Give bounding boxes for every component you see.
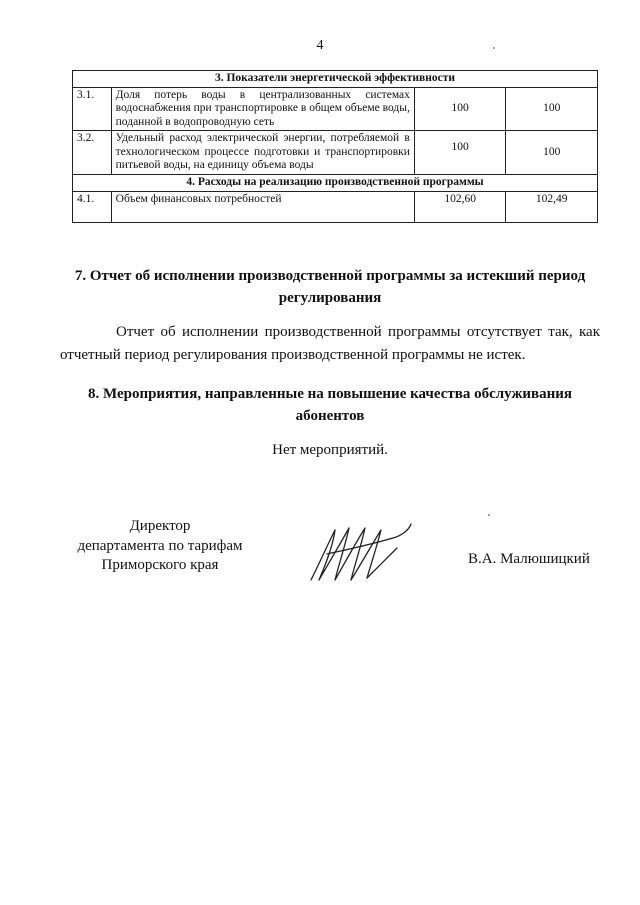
row-number: 3.1. <box>73 87 112 131</box>
position-line: Приморского края <box>101 557 219 573</box>
row-number: 4.1. <box>73 191 112 222</box>
row-description: Доля потерь воды в централизованных системах водоснабжения при транспортировке в общем объеме воды, поданной в водопроводную сеть <box>111 87 414 131</box>
section-7-text: Отчет об исполнении производственной программы отсутствует так, как отчетный период регулирования производственной программы не истек. <box>60 324 600 363</box>
section-7-heading: 7. Отчет об исполнении производственной программы за истекший период регулирования <box>74 268 586 306</box>
scan-speck <box>488 514 490 516</box>
table-row <box>73 191 598 222</box>
row-value-1: 100 <box>414 131 506 175</box>
signatory-name: В.А. Малюшицкий <box>468 551 590 567</box>
table-section-row <box>73 174 598 191</box>
section-8-text: Нет мероприятий. <box>272 442 388 458</box>
row-value-2: 102,49 <box>506 191 598 222</box>
handwritten-signature <box>305 520 415 588</box>
signatory-position <box>60 517 260 576</box>
table-row <box>73 131 598 175</box>
section-3-title: 3. Показатели энергетической эффективности <box>73 71 598 88</box>
row-value-1: 102,60 <box>414 191 506 222</box>
row-value-1: 100 <box>414 87 506 131</box>
row-value-2: 100 <box>506 131 598 175</box>
table-section-row <box>73 71 598 88</box>
scan-speck <box>493 47 495 49</box>
row-description: Объем финансовых потребностей <box>111 191 414 222</box>
position-line: Директор <box>129 518 191 534</box>
page-number: 4 <box>316 38 324 53</box>
section-4-title: 4. Расходы на реализацию производственной программы <box>73 174 598 191</box>
position-line: департамента по тарифам <box>77 537 243 554</box>
section-8-heading: 8. Мероприятия, направленные на повышение качества обслуживания абонентов <box>87 386 572 424</box>
row-number: 3.2. <box>73 131 112 175</box>
row-description: Удельный расход электрической энергии, потребляемой в технологическом процессе подготовки и транспортировки питьевой воды, на единицу объема воды <box>111 131 414 175</box>
indicators-table <box>72 70 598 223</box>
table-row <box>73 87 598 131</box>
row-value-2: 100 <box>506 87 598 131</box>
